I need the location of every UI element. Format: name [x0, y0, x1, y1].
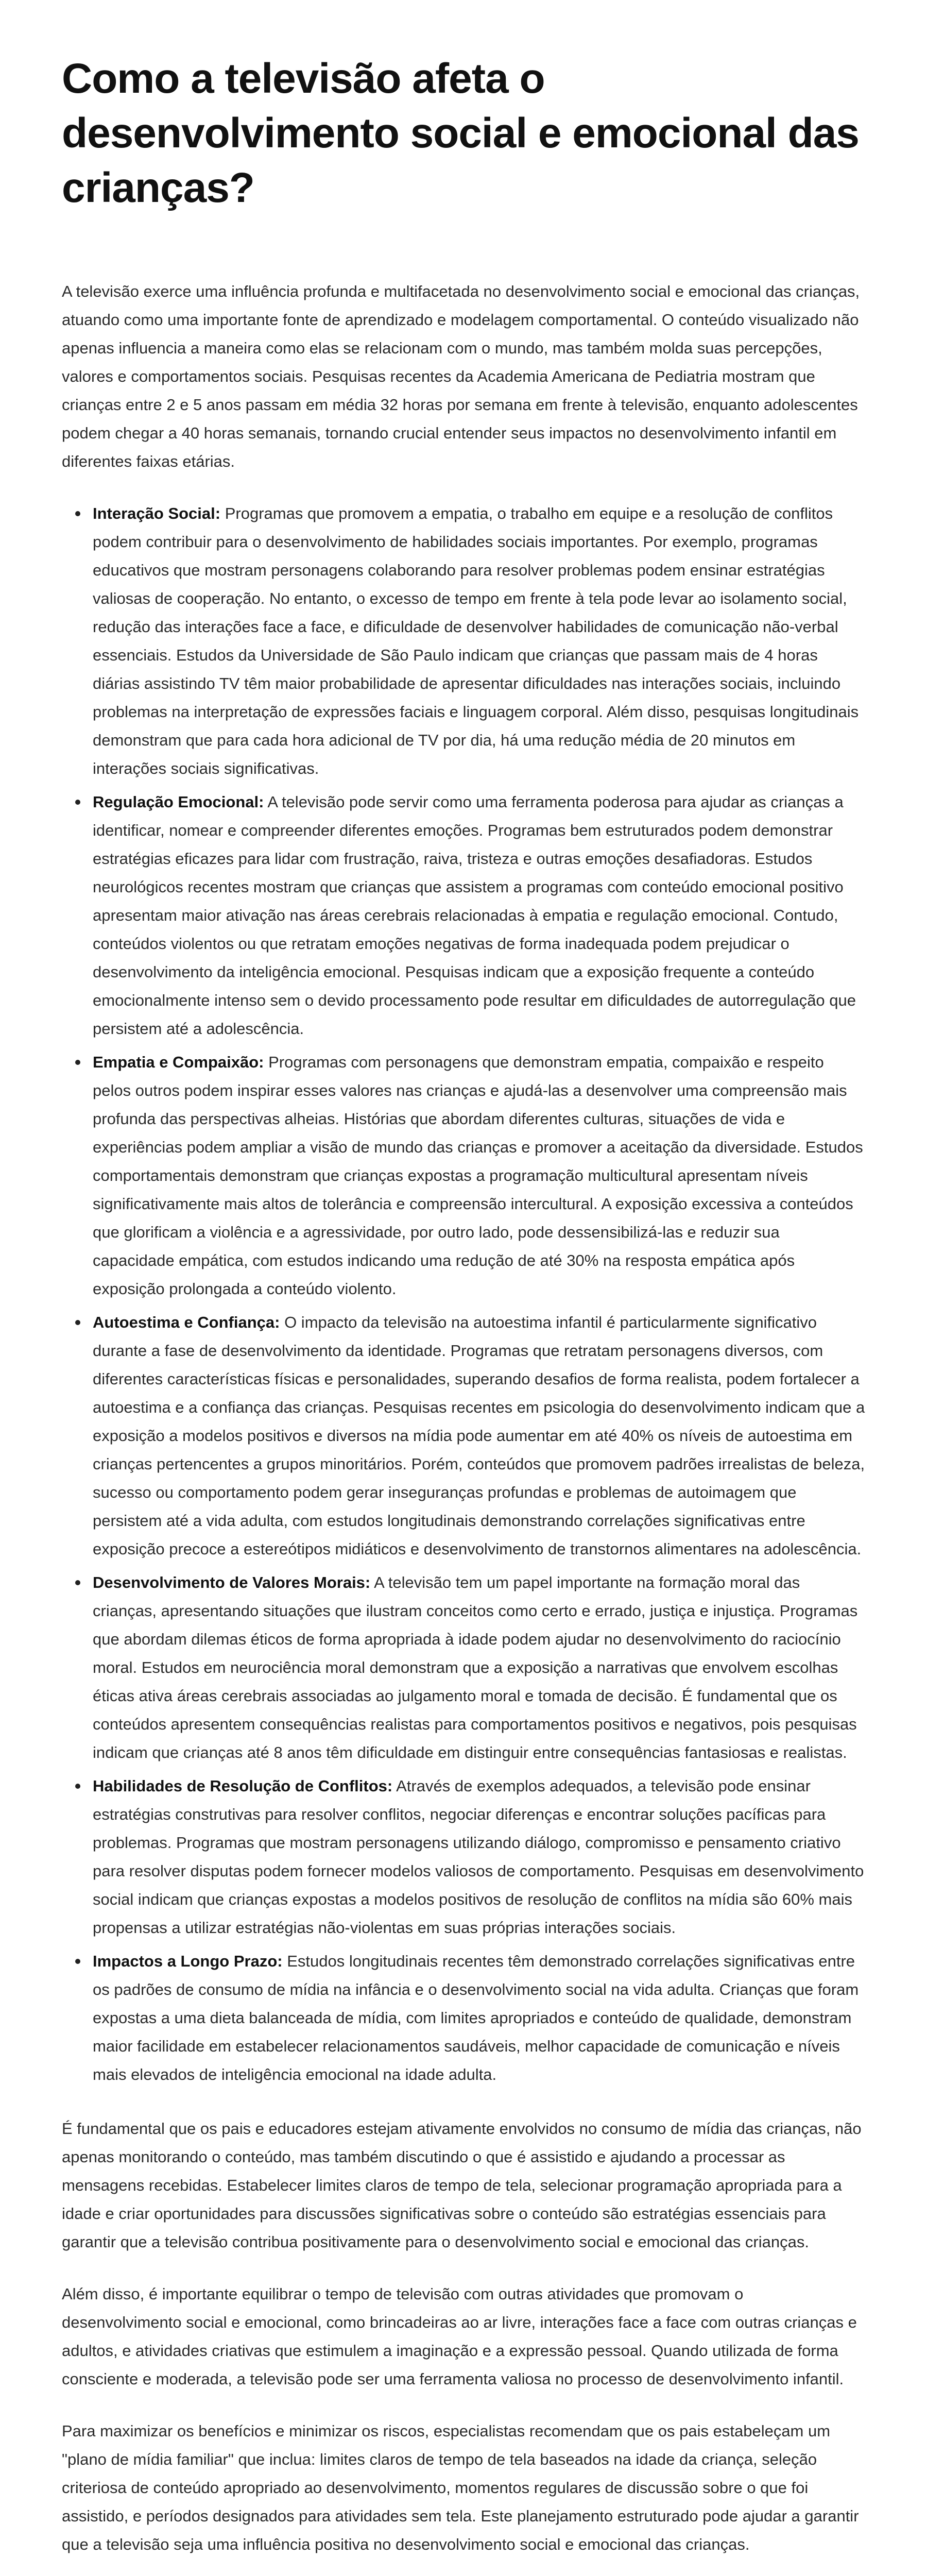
list-item-autoestima-confianca — [93, 1308, 865, 1563]
list-item-text: Estudos longitudinais recentes têm demonstrado correlações significativas entre os padrões de consumo de mídia na infância e o desenvolvimento social na vida adulta. Crianças que foram expostas a uma dieta balanceada de mídia, com limites apropriados e conteúdo de qualidade, demonstram maior facilidade em estabelecer relacionamentos saudáveis, melhor capacidade de comunicação e níveis mais elevados de inteligência emocional na idade adulta. — [93, 1952, 859, 2083]
list-item-text: Programas com personagens que demonstram empatia, compaixão e respeito pelos outros podem inspirar esses valores nas crianças e ajudá-las a desenvolver uma compreensão mais profunda das perspectivas alheias. Histórias que abordam diferentes culturas, situações de vida e experiências podem ampliar a visão de mundo das crianças e promover a aceitação da diversidade. Estudos comportamentais demonstram que crianças expostas a programação multicultural apresentam níveis significativamente mais altos de tolerância e compreensão intercultural. A exposição excessiva a conteúdos que glorificam a violência e a agressividade, por outro lado, pode dessensibilizá-las e reduzir sua capacidade empática, com estudos indicando uma redução de até 30% na resposta empática após exposição prolongada a conteúdo violento. — [93, 1053, 863, 1298]
list-item-label: Impactos a Longo Prazo: — [93, 1952, 283, 1970]
list-item-longo-prazo — [93, 1947, 865, 2089]
list-item-text: Programas que promovem a empatia, o trabalho em equipe e a resolução de conflitos podem contribuir para o desenvolvimento de habilidades sociais importantes. Por exemplo, programas educativos que mostram personagens colaborando para resolver problemas podem ensinar estratégias valiosas de cooperação. No entanto, o excesso de tempo em frente à tela pode levar ao isolamento social, redução das interações face a face, e dificuldade de desenvolver habilidades de comunicação não-verbal essenciais. Estudos da Universidade de São Paulo indicam que crianças que passam mais de 4 horas diárias assistindo TV têm maior probabilidade de apresentar dificuldades nas interações sociais, incluindo problemas na interpretação de expressões faciais e linguagem corporal. Além disso, pesquisas longitudinais demonstram que para cada hora adicional de TV por dia, há uma redução média de 20 minutos em interações sociais significativas. — [93, 504, 859, 777]
list-item-resolucao-conflitos — [93, 1772, 865, 1942]
closing-paragraph-1: É fundamental que os pais e educadores estejam ativamente envolvidos no consumo de mídia das crianças, não apenas monitorando o conteúdo, mas também discutindo o que é assistido e ajudando a processar as mensagens recebidas. Estabelecer limites claros de tempo de tela, selecionar programação apropriada para a idade e criar oportunidades para discussões significativas sobre o conteúdo são estratégias essenciais para garantir que a televisão contribua positivamente para o desenvolvimento social e emocional das crianças. — [62, 2120, 862, 2251]
list-item-label: Habilidades de Resolução de Conflitos: — [93, 1777, 393, 1795]
list-item-label: Autoestima e Confiança: — [93, 1313, 280, 1331]
list-item-text: A televisão tem um papel importante na formação moral das crianças, apresentando situações que ilustram conceitos como certo e errado, justiça e injustiça. Programas que abordam dilemas éticos de forma apropriada à idade podem ajudar no desenvolvimento do raciocínio moral. Estudos em neurociência moral demonstram que a exposição a narrativas que envolvem escolhas éticas ativa áreas cerebrais associadas ao julgamento moral e tomada de decisão. É fundamental que os conteúdos apresentem consequências realistas para comportamentos positivos e negativos, pois pesquisas indicam que crianças até 8 anos têm dificuldade em distinguir entre consequências fantasiosas e realistas. — [93, 1573, 858, 1761]
topics-list — [62, 499, 865, 2089]
page-title: Como a televisão afeta o desenvolvimento social e emocional das crianças? — [62, 55, 859, 211]
intro-paragraph: A televisão exerce uma influência profunda e multifacetada no desenvolvimento social e emocional das crianças, atuando como uma importante fonte de aprendizado e modelagem comportamental. O conteúdo visualizado não apenas influencia a maneira como elas se relacionam com o mundo, mas também molda suas percepções, valores e comportamentos sociais. Pesquisas recentes da Academia Americana de Pediatria mostram que crianças entre 2 e 5 anos passam em média 32 horas por semana em frente à televisão, enquanto adolescentes podem chegar a 40 horas semanais, tornando crucial entender seus impactos no desenvolvimento infantil em diferentes faixas etárias. — [62, 282, 860, 470]
list-item-label: Interação Social: — [93, 504, 221, 522]
list-item-interacao-social — [93, 499, 865, 783]
list-item-regulacao-emocional — [93, 788, 865, 1043]
list-item-valores-morais — [93, 1568, 865, 1767]
list-item-label: Desenvolvimento de Valores Morais: — [93, 1573, 371, 1591]
list-item-text: O impacto da televisão na autoestima infantil é particularmente significativo durante a fase de desenvolvimento da identidade. Programas que retratam personagens diversos, com diferentes características físicas e personalidades, superando desafios de forma realista, podem fortalecer a autoestima e a confiança das crianças. Pesquisas recentes em psicologia do desenvolvimento indicam que a exposição a modelos positivos e diversos na mídia pode aumentar em até 40% os níveis de autoestima em crianças pertencentes a grupos minoritários. Porém, conteúdos que promovem padrões irrealistas de beleza, sucesso ou comportamento podem gerar inseguranças profundas e problemas de autoimagem que persistem até a vida adulta, com estudos longitudinais demonstrando correlações significativas entre exposição precoce a estereótipos midiáticos e desenvolvimento de transtornos alimentares na adolescência. — [93, 1313, 865, 1558]
closing-paragraph-2: Além disso, é importante equilibrar o tempo de televisão com outras atividades que promovam o desenvolvimento social e emocional, como brincadeiras ao ar livre, interações face a face com outras crianças e adultos, e atividades criativas que estimulem a imaginação e a expressão pessoal. Quando utilizada de forma consciente e moderada, a televisão pode ser uma ferramenta valiosa no processo de desenvolvimento infantil. — [62, 2285, 857, 2388]
list-item-empatia-compaixao — [93, 1048, 865, 1303]
list-item-text: A televisão pode servir como uma ferramenta poderosa para ajudar as crianças a identificar, nomear e compreender diferentes emoções. Programas bem estruturados podem demonstrar estratégias eficazes para lidar com frustração, raiva, tristeza e outras emoções desafiadoras. Estudos neurológicos recentes mostram que crianças que assistem a programas com conteúdo emocional positivo apresentam maior ativação nas áreas cerebrais relacionadas à empatia e regulação emocional. Contudo, conteúdos violentos ou que retratam emoções negativas de forma inadequada podem prejudicar o desenvolvimento da inteligência emocional. Pesquisas indicam que a exposição frequente a conteúdo emocionalmente intenso sem o devido processamento pode resultar em dificuldades de autorregulação que persistem até a adolescência. — [93, 793, 856, 1038]
list-item-label: Regulação Emocional: — [93, 793, 264, 811]
closing-paragraph-3: Para maximizar os benefícios e minimizar os riscos, especialistas recomendam que os pais estabeleçam um "plano de mídia familiar" que inclua: limites claros de tempo de tela baseados na idade da criança, seleção criteriosa de conteúdo apropriado ao desenvolvimento, momentos regulares de discussão sobre o que foi assistido, e períodos designados para atividades sem tela. Este planejamento estruturado pode ajudar a garantir que a televisão seja uma influência positiva no desenvolvimento social e emocional das crianças. — [62, 2422, 859, 2553]
list-item-label: Empatia e Compaixão: — [93, 1053, 264, 1071]
list-item-text: Através de exemplos adequados, a televisão pode ensinar estratégias construtivas para resolver conflitos, negociar diferenças e encontrar soluções pacíficas para problemas. Programas que mostram personagens utilizando diálogo, compromisso e pensamento criativo para resolver disputas podem fornecer modelos valiosos de comportamento. Pesquisas em desenvolvimento social indicam que crianças expostas a modelos positivos de resolução de conflitos na mídia são 60% mais propensas a utilizar estratégias não-violentas em suas próprias interações sociais. — [93, 1777, 864, 1937]
